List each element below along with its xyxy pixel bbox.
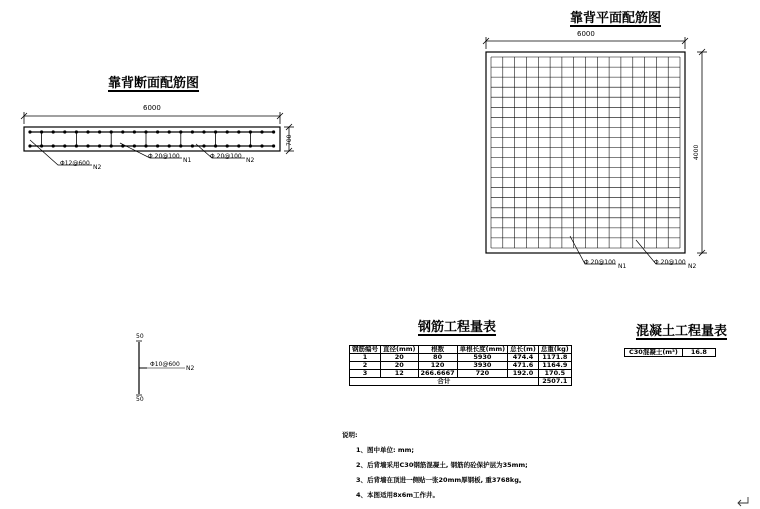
section-callout-3-spec: Φ 20@100 [210, 153, 242, 160]
rebar-dot [226, 145, 228, 147]
rebar-table-header [350, 346, 572, 354]
plan-callout-2-spec: Φ 20@100 [654, 259, 686, 266]
rebar-table-wrapper [349, 345, 572, 386]
header-cell: 钢筋编号 [350, 346, 381, 354]
table-row [350, 362, 572, 370]
plan-callout-1-bar: N1 [618, 263, 627, 270]
table-cell: 1171.8 [538, 354, 571, 362]
rebar-dot [98, 145, 100, 147]
plan-callout-2-bar: N2 [688, 263, 697, 270]
rebar-dot [29, 131, 31, 133]
table-cell: 192.0 [508, 370, 539, 378]
note-item: 2、后背墙采用C30钢筋混凝土, 钢筋的砼保护层为35mm; [356, 461, 528, 469]
section-width-dim-label: 6000 [143, 104, 161, 112]
rebar-table [349, 345, 572, 386]
plan-callout-1-spec: Φ 20@100 [584, 259, 616, 266]
table-cell: 5930 [457, 354, 508, 362]
concrete-value: 16.8 [682, 349, 715, 357]
table-cell: 474.4 [508, 354, 539, 362]
rebar-dot [29, 145, 31, 147]
rebar-dot [203, 145, 205, 147]
section-dimension-line [21, 112, 283, 124]
rebar-dot [64, 145, 66, 147]
table-cell: 471.6 [508, 362, 539, 370]
rebar-dot [272, 131, 274, 133]
notes-heading: 说明: [342, 431, 358, 439]
section-ties [29, 131, 275, 147]
header-cell: 直径(mm) [381, 346, 419, 354]
concrete-table [624, 348, 716, 357]
note-item: 1、图中单位: mm; [356, 446, 415, 454]
note-item: 4、本图适用8x6m工作井。 [356, 491, 440, 499]
table-row [625, 349, 716, 357]
table-row [350, 370, 572, 378]
section-callout-1-bar: N2 [93, 164, 102, 171]
rebar-dot [168, 131, 170, 133]
rebar-dot [238, 145, 240, 147]
section-height-dim-label: 700 [286, 134, 293, 146]
rebar-dot [98, 131, 100, 133]
table-cell: 20 [381, 354, 419, 362]
rebar-dot [272, 145, 274, 147]
table-cell: 120 [418, 362, 457, 370]
tie-bottom-dim: 50 [136, 396, 144, 403]
plan-view-title: 靠背平面配筋图 [570, 11, 662, 26]
table-cell: 1 [350, 354, 381, 362]
table-cell: 720 [457, 370, 508, 378]
notes-block [342, 428, 528, 503]
rebar-dot [261, 145, 263, 147]
header-cell: 根数 [418, 346, 457, 354]
plan-dimension-line [483, 37, 688, 49]
rebar-table-title: 钢筋工程量表 [418, 320, 497, 335]
rebar-dot [191, 145, 193, 147]
header-cell: 总长(m) [508, 346, 539, 354]
rebar-dot [87, 131, 89, 133]
plan-rebar-grid [491, 57, 680, 248]
total-value: 2507.1 [538, 378, 571, 386]
rebar-dot [87, 145, 89, 147]
table-cell: 1164.9 [538, 362, 571, 370]
tie-bar: N2 [186, 365, 195, 372]
rebar-dot [168, 145, 170, 147]
rebar-dot [64, 131, 66, 133]
rebar-dot [226, 131, 228, 133]
section-callout-1-spec: Φ12@600 [60, 160, 90, 167]
rebar-dot [156, 145, 158, 147]
section-view-title: 靠背断面配筋图 [108, 76, 200, 91]
rebar-dot [261, 131, 263, 133]
rebar-dot [156, 131, 158, 133]
table-cell: 2 [350, 362, 381, 370]
tie-spec: Φ10@600 [150, 361, 180, 368]
total-label: 合计 [350, 378, 539, 386]
table-cell: 3930 [457, 362, 508, 370]
rebar-dot [133, 131, 135, 133]
tie-detail-lines [136, 341, 185, 395]
plan-width-dim-label: 6000 [577, 30, 595, 38]
table-cell: 266.6667 [418, 370, 457, 378]
plan-height-dim-label: 4000 [693, 144, 700, 160]
concrete-table-wrapper [624, 348, 716, 357]
section-callout-2-spec: Φ 20@100 [148, 153, 180, 160]
table-row [350, 354, 572, 362]
header-cell: 总重(kg) [538, 346, 571, 354]
table-cell: 3 [350, 370, 381, 378]
rebar-dot [191, 131, 193, 133]
note-item: 3、后背墙在顶进一侧贴一张20mm厚钢板, 重3768kg。 [356, 476, 526, 484]
table-total-row [350, 378, 572, 386]
table-cell: 20 [381, 362, 419, 370]
rebar-dot [133, 145, 135, 147]
table-cell: 12 [381, 370, 419, 378]
return-mark-icon [738, 497, 748, 506]
rebar-dot [238, 131, 240, 133]
header-cell: 单根长度(mm) [457, 346, 508, 354]
rebar-dot [52, 145, 54, 147]
rebar-dot [203, 131, 205, 133]
concrete-table-title: 混凝土工程量表 [636, 324, 728, 339]
tie-top-dim: 50 [136, 333, 144, 340]
concrete-item: C30混凝土(m³) [625, 349, 683, 357]
rebar-dot [52, 131, 54, 133]
table-cell: 170.5 [538, 370, 571, 378]
table-cell: 80 [418, 354, 457, 362]
section-callout-3-bar: N2 [246, 157, 255, 164]
rebar-dot [122, 131, 124, 133]
section-outline [24, 127, 280, 151]
section-callout-2-bar: N1 [183, 157, 192, 164]
